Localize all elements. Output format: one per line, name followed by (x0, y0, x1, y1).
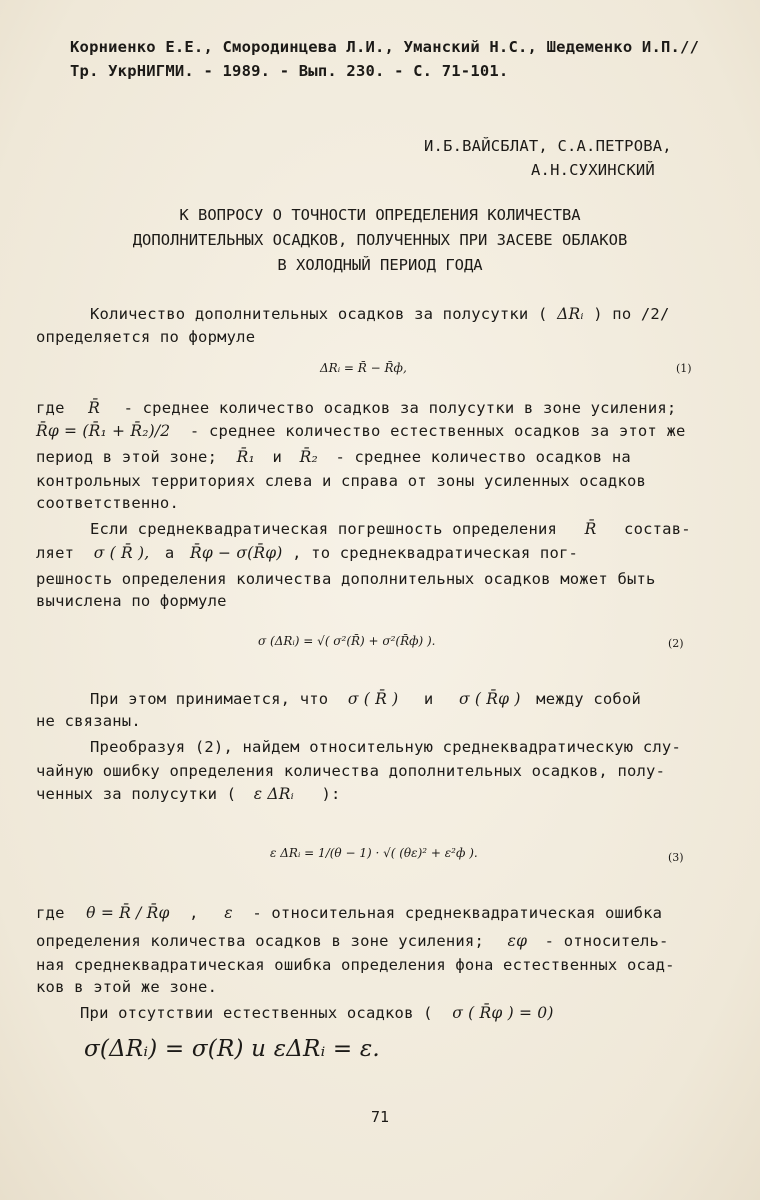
para6-line-1 (36, 904, 662, 922)
para6-symbol-theta: θ = R̄ / R̄φ (86, 904, 170, 922)
title-line-2: ДОПОЛНИТЕЛЬНЫХ ОСАДКОВ, ПОЛУЧЕННЫХ ПРИ ЗАСЕВЕ ОБЛАКОВ (132, 231, 628, 249)
para1-line-2: определяется по формуле (36, 328, 256, 346)
para4-text-and: и (423, 690, 434, 708)
page-number: 71 (370, 1108, 390, 1126)
equation-3: ε ΔRᵢ = 1/(θ − 1) · √( (θε)² + ε²ф ). (270, 846, 478, 860)
para3-line-3: решность определения количества дополнительных осадков может быть (36, 570, 656, 588)
equation-1: ΔRᵢ = R̄ − R̄ф, (320, 361, 407, 375)
para2-symbol-r1: R̄₁ (236, 448, 255, 466)
para4-symbol-sigma-rphi: σ ( R̄φ ) (459, 690, 521, 708)
equation-1-number: (1) (676, 362, 692, 375)
para5-line-2: чайную ошибку определения количества дополнительных осадков, полу- (36, 762, 666, 780)
para6-line-3: ная среднеквадратическая ошибка определения фона естественных осад- (36, 956, 675, 974)
para3-text-c: ляет (36, 544, 75, 562)
para6-text-d: - относитель- (544, 932, 669, 950)
para4-line-2: не связаны. (36, 712, 141, 730)
para2-line-2 (36, 422, 686, 440)
para7-symbol: σ ( R̄φ ) = 0) (452, 1004, 554, 1022)
reference-line-1: Корниенко Е.Е., Смородинцева Л.И., Уманский Н.С., Шедеменко И.П.// (70, 38, 700, 56)
para5-symbol-eps: ε ΔRᵢ (253, 785, 294, 803)
para3-line-1 (90, 520, 691, 538)
para2-line-4: контрольных территориях слева и справа от зоны усиленных осадков (36, 472, 647, 490)
para2-symbol-r: R̄ (88, 399, 101, 417)
para6-text-comma: , (189, 904, 199, 922)
para4-text-b: между собой (536, 690, 642, 708)
para6-text-a: где (36, 904, 65, 922)
authors-line-1: И.Б.ВАЙСБЛАТ, С.А.ПЕТРОВА, (424, 137, 672, 155)
para6-symbol-eps: ε (224, 904, 233, 922)
para2-symbol-rphi: R̄φ = (R̄₁ + R̄₂)/2 (36, 422, 171, 440)
para6-symbol-epsphi: εφ (507, 932, 528, 950)
para5-text-b: ): (321, 785, 341, 803)
equation-2-number: (2) (668, 637, 684, 650)
para2-line-1 (36, 399, 676, 417)
para3-text-d: , то среднеквадратическая пог- (292, 544, 579, 562)
para7-line-1 (80, 1004, 554, 1022)
para3-symbol-rphi: R̄φ − σ(R̄φ) (189, 544, 283, 562)
title-line-1: К ВОПРОСУ О ТОЧНОСТИ ОПРЕДЕЛЕНИЯ КОЛИЧЕСТВА (179, 206, 581, 224)
para3-text-a2: а (164, 544, 175, 562)
para6-text-b: - относительная среднеквадратическая ошибка (252, 904, 663, 922)
equation-3-number: (3) (668, 851, 684, 864)
para4-symbol-sigma-r: σ ( R̄ ) (347, 690, 399, 708)
para4-text-a: При этом принимается, что (90, 690, 329, 708)
para1-line-1 (90, 305, 669, 323)
para6-text-c: определения количества осадков в зоне усиления; (36, 932, 484, 950)
para1-text-b: ) по /2/ (593, 305, 670, 323)
para6-line-2 (36, 932, 669, 950)
para5-line-3 (36, 785, 341, 803)
para5-text-a: ченных за полусутки ( (36, 785, 237, 803)
para2-text-d: период в этой зоне; (36, 448, 218, 466)
para2-text-b: - среднее количество осадков за полусутки в зоне усиления; (123, 399, 677, 417)
authors-line-2: А.Н.СУХИНСКИЙ (531, 161, 655, 179)
para2-symbol-r2: R̄₂ (299, 448, 318, 466)
para3-line-2 (36, 544, 578, 562)
para7-text-a: При отсутствии естественных осадков ( (80, 1004, 433, 1022)
para6-line-4: ков в этой же зоне. (36, 978, 218, 996)
para7-handwritten-formula: σ(ΔRᵢ) = σ(R) и εΔRᵢ = ε. (84, 1036, 380, 1062)
para2-text-and: и (272, 448, 283, 466)
para2-line-3 (36, 448, 631, 466)
para2-text-a: где (36, 399, 65, 417)
para3-line-4: вычислена по формуле (36, 592, 227, 610)
para2-text-c: - среднее количество естественных осадков за этот же (189, 422, 686, 440)
para3-symbol-sigma: σ ( R̄ ), (93, 544, 150, 562)
reference-line-2: Тр. УкрНИГМИ. - 1989. - Вып. 230. - С. 71-101. (70, 62, 509, 80)
title-line-3: В ХОЛОДНЫЙ ПЕРИОД ГОДА (277, 256, 483, 274)
para2-text-e: - среднее количество осадков на (335, 448, 631, 466)
para4-line-1 (90, 690, 641, 708)
para3-text-a: Если среднеквадратическая погрешность определения (90, 520, 558, 538)
para3-symbol-r: R̄ (584, 520, 597, 538)
para5-line-1: Преобразуя (2), найдем относительную среднеквадратическую слу- (90, 738, 681, 756)
para1-symbol: ΔRᵢ (557, 305, 584, 323)
para2-line-5: соответственно. (36, 494, 179, 512)
para1-text-a: Количество дополнительных осадков за полусутки ( (90, 305, 548, 323)
para3-text-b: состав- (624, 520, 691, 538)
equation-2: σ (ΔRᵢ) = √( σ²(R̄) + σ²(R̄ф) ). (258, 634, 436, 648)
